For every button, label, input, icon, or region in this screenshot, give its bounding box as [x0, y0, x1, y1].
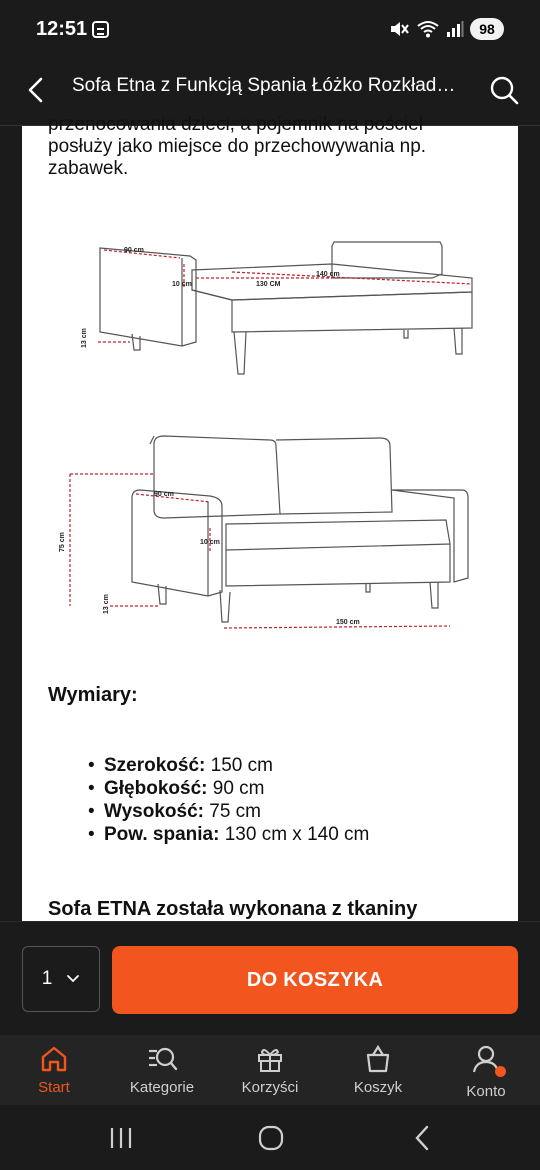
back-button[interactable] — [16, 70, 56, 110]
dimension-value: 130 cm x 140 cm — [219, 824, 370, 845]
dim-label: 140 cm — [316, 271, 340, 278]
system-navigation-bar — [0, 1105, 540, 1170]
home-button-icon[interactable] — [256, 1123, 286, 1153]
dim-label: 13 cm — [103, 594, 110, 614]
notification-dot — [495, 1066, 506, 1077]
dimension-label: Pow. spania: — [104, 824, 220, 845]
dimension-value: 90 cm — [207, 778, 265, 799]
nav-label: Korzyści — [241, 1079, 299, 1096]
nav-label: Start — [38, 1079, 70, 1096]
status-bar — [0, 0, 540, 58]
wifi-icon — [416, 19, 440, 39]
screenshot-app-icon — [92, 21, 109, 38]
gift-icon — [254, 1043, 286, 1075]
home-icon — [38, 1043, 70, 1075]
description-line: zabawek. — [48, 158, 129, 179]
dimensions-heading: Wymiary: — [48, 684, 138, 706]
dimension-label: Szerokość: — [104, 755, 206, 776]
dim-label: 130 CM — [256, 281, 281, 288]
list-item — [104, 777, 369, 800]
nav-item-konto[interactable] — [432, 1035, 540, 1105]
nav-label: Koszyk — [353, 1079, 403, 1096]
nav-label: Konto — [466, 1083, 506, 1100]
bag-icon — [362, 1043, 394, 1075]
dimension-label: Głębokość: — [104, 778, 208, 799]
categories-search-icon — [146, 1043, 178, 1075]
dim-label: 75 cm — [59, 532, 66, 552]
material-heading: Sofa ETNA została wykonana z tkaniny — [48, 898, 418, 920]
recent-apps-icon[interactable] — [106, 1123, 136, 1153]
product-description — [22, 114, 518, 921]
bottom-navigation — [0, 1035, 540, 1105]
battery-badge: 98 — [470, 18, 504, 40]
chevron-down-icon — [66, 974, 80, 984]
nav-label: Kategorie — [129, 1079, 195, 1096]
dim-label: 150 cm — [336, 619, 360, 626]
description-line: posłuży jako miejsce do przechowywania np. — [48, 136, 427, 157]
nav-item-korzysci[interactable] — [216, 1035, 324, 1105]
cart-bar — [0, 921, 540, 1035]
status-icons — [388, 18, 504, 40]
sofa-diagram — [50, 432, 490, 628]
search-button[interactable] — [484, 70, 524, 110]
page-title: Sofa Etna z Funkcją Spania Łóżko Rozkład… — [72, 75, 456, 96]
nav-item-kategorie[interactable] — [108, 1035, 216, 1105]
quantity-value: 1 — [41, 968, 53, 989]
chevron-left-icon — [25, 77, 47, 103]
dimension-label: Wysokość: — [104, 801, 204, 822]
list-item — [104, 754, 369, 777]
sofa-bed-diagram — [62, 238, 482, 388]
description-line: przenocowania dzieci, a pojemnik na pościel — [48, 114, 423, 135]
dim-label: 90 cm — [154, 491, 174, 498]
signal-icon — [446, 20, 464, 38]
dim-label: 10 cm — [172, 281, 192, 288]
nav-item-start[interactable] — [0, 1035, 108, 1105]
quantity-select[interactable] — [22, 946, 100, 1012]
dimension-value: 150 cm — [205, 755, 273, 776]
description-text — [48, 114, 488, 180]
dim-label: 90 cm — [124, 247, 144, 254]
dim-label: 10 cm — [200, 539, 220, 546]
user-icon-wrap — [470, 1043, 502, 1083]
add-to-cart-button[interactable]: DO KOSZYKA — [112, 946, 518, 1014]
dimensions-list — [104, 754, 369, 846]
dimension-value: 75 cm — [203, 801, 261, 822]
dim-label: 13 cm — [81, 328, 88, 348]
mute-icon — [388, 19, 410, 39]
list-item — [104, 823, 369, 846]
nav-item-koszyk[interactable] — [324, 1035, 432, 1105]
list-item — [104, 800, 369, 823]
search-icon — [489, 75, 519, 105]
back-nav-icon[interactable] — [408, 1123, 438, 1153]
status-time: 12:51 — [36, 18, 88, 40]
